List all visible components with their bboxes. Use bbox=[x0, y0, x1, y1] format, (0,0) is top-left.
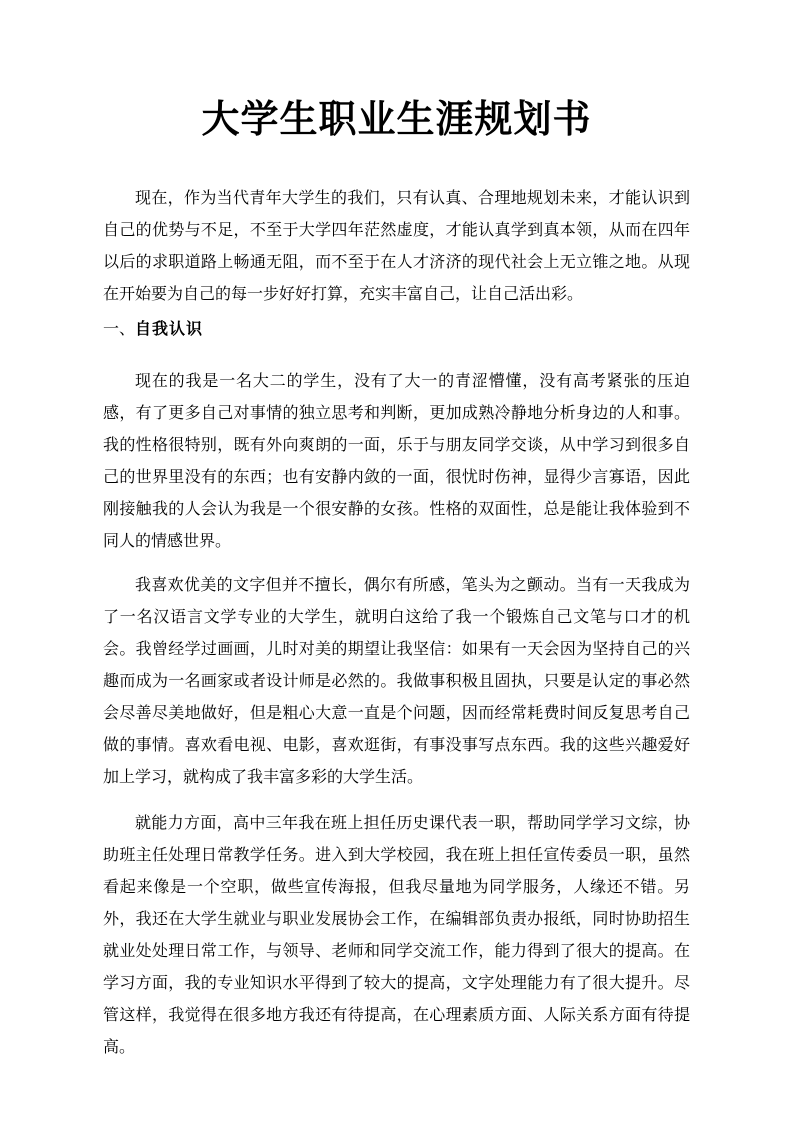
section-heading bbox=[103, 319, 690, 341]
section1-paragraph-1: 现在的我是一名大二的学生，没有了大一的青涩懵懂，没有高考紧张的压迫感，有了更多自己对事情的独立思考和判断，更加成熟冷静地分析身边的人和事。我的性格很特别，既有外向爽朗的一面，乐于与朋友同学交谈，从中学习到很多自己的世界里没有的东西；也有安静内敛的一面，很忧时伤神，显得少言寡语，因此刚接触我的人会认为我是一个很安静的女孩。性格的双面性，总是能让我体验到不同人的情感世界。 bbox=[103, 373, 690, 550]
section1-paragraph-3: 就能力方面，高中三年我在班上担任历史课代表一职，帮助同学学习文综，协助班主任处理日常教学任务。进入到大学校园，我在班上担任宣传委员一职，虽然看起来像是一个空职，做些宣传海报，但我尽量地为同学服务，人缘还不错。另外，我还在大学生就业与职业发展协会工作，在编辑部负责办报纸，同时协助招生就业处处理日常工作，与领导、老师和同学交流工作，能力得到了很大的提高。在学习方面，我的专业知识水平得到了较大的提高，文字处理能力有了很大提升。尽管这样，我觉得在很多地方我还有待提高，在心理素质方面、人际关系方面有待提高。 bbox=[103, 815, 690, 1056]
section-number: 一、 bbox=[103, 321, 136, 338]
intro-paragraph: 现在，作为当代青年大学生的我们，只有认真、合理地规划未来，才能认识到自己的优势与不足，不至于大学四年茫然虚度，才能认真学到真本领，从而在四年以后的求职道路上畅通无阻，而不至于在人才济济的现代社会上无立锥之地。从现在开始要为自己的每一步好好打算，充实丰富自己，让自己活出彩。 bbox=[103, 190, 690, 303]
section1-paragraph-2: 我喜欢优美的文字但并不擅长，偶尔有所感，笔头为之颤动。当有一天我成为了一名汉语言文学专业的大学生，就明白这给了我一个锻炼自己文笔与口才的机会。我曾经学过画画，儿时对美的期望让我坚信：如果有一天会因为坚持自己的兴趣而成为一名画家或者设计师是必然的。我做事积极且固执，只要是认定的事必然会尽善尽美地做好，但是粗心大意一直是个问题，因而经常耗费时间反复思考自己做的事情。喜欢看电视、电影，喜欢逛街，有事没事写点东西。我的这些兴趣爱好加上学习，就构成了我丰富多彩的大学生活。 bbox=[103, 577, 690, 786]
document-title: 大学生职业生涯规划书 bbox=[201, 99, 592, 141]
section-label: 自我认识 bbox=[135, 321, 204, 338]
